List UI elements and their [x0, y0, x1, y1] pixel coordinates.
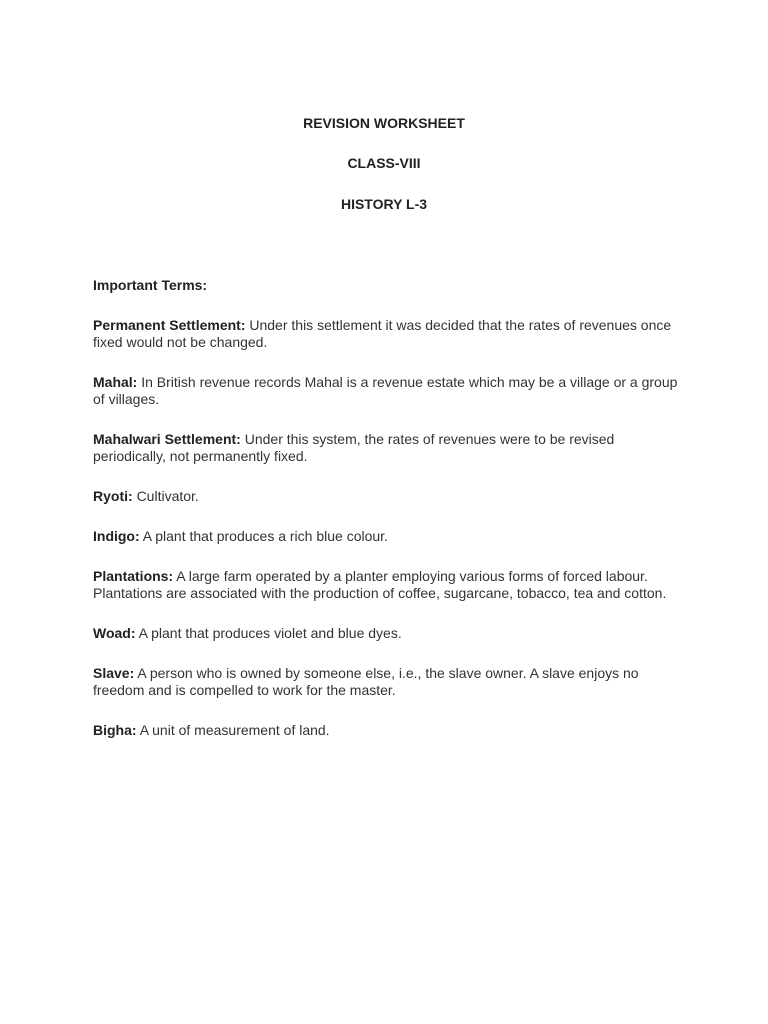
term-entry	[93, 374, 678, 408]
term-definition: A plant that produces a rich blue colour.	[142, 528, 388, 544]
worksheet-title: REVISION WORKSHEET	[303, 115, 465, 131]
term-name: Permanent Settlement:	[93, 317, 246, 333]
term-entry	[93, 625, 678, 642]
term-list	[93, 317, 678, 762]
term-definition: Cultivator.	[136, 488, 199, 504]
term-entry	[93, 317, 678, 351]
term-entry	[93, 431, 678, 465]
term-name: Mahal:	[93, 374, 138, 390]
term-name: Slave:	[93, 665, 135, 681]
term-definition: A unit of measurement of land.	[139, 722, 330, 738]
term-definition: A plant that produces violet and blue dyes.	[138, 625, 402, 641]
term-name: Bigha:	[93, 722, 137, 738]
subject-heading: HISTORY L-3	[340, 196, 428, 212]
term-definition: In British revenue records Mahal is a revenue estate which may be a village or a group of villages.	[93, 374, 678, 407]
term-entry	[93, 568, 678, 602]
term-name: Woad:	[93, 625, 136, 641]
term-definition: Under this settlement it was decided that the rates of revenues once fixed would not be changed.	[93, 317, 672, 350]
term-entry	[93, 665, 678, 699]
term-entry	[93, 488, 678, 505]
term-name: Mahalwari Settlement:	[93, 431, 241, 447]
section-label: Important Terms:	[93, 277, 208, 293]
term-name: Ryoti:	[93, 488, 133, 504]
term-name: Indigo:	[93, 528, 140, 544]
term-definition: A large farm operated by a planter employing various forms of forced labour. Plantations are associated with the production of coffee, sugarcane, tobacco, tea and cotton.	[93, 568, 667, 601]
term-definition: A person who is owned by someone else, i.e., the slave owner. A slave enjoys no freedom and is compelled to work for the master.	[93, 665, 639, 698]
class-heading: CLASS-VIII	[347, 155, 421, 171]
term-entry	[93, 722, 678, 739]
term-entry	[93, 528, 678, 545]
term-definition: Under this system, the rates of revenues were to be revised periodically, not permanently fixed.	[93, 431, 615, 464]
term-name: Plantations:	[93, 568, 174, 584]
